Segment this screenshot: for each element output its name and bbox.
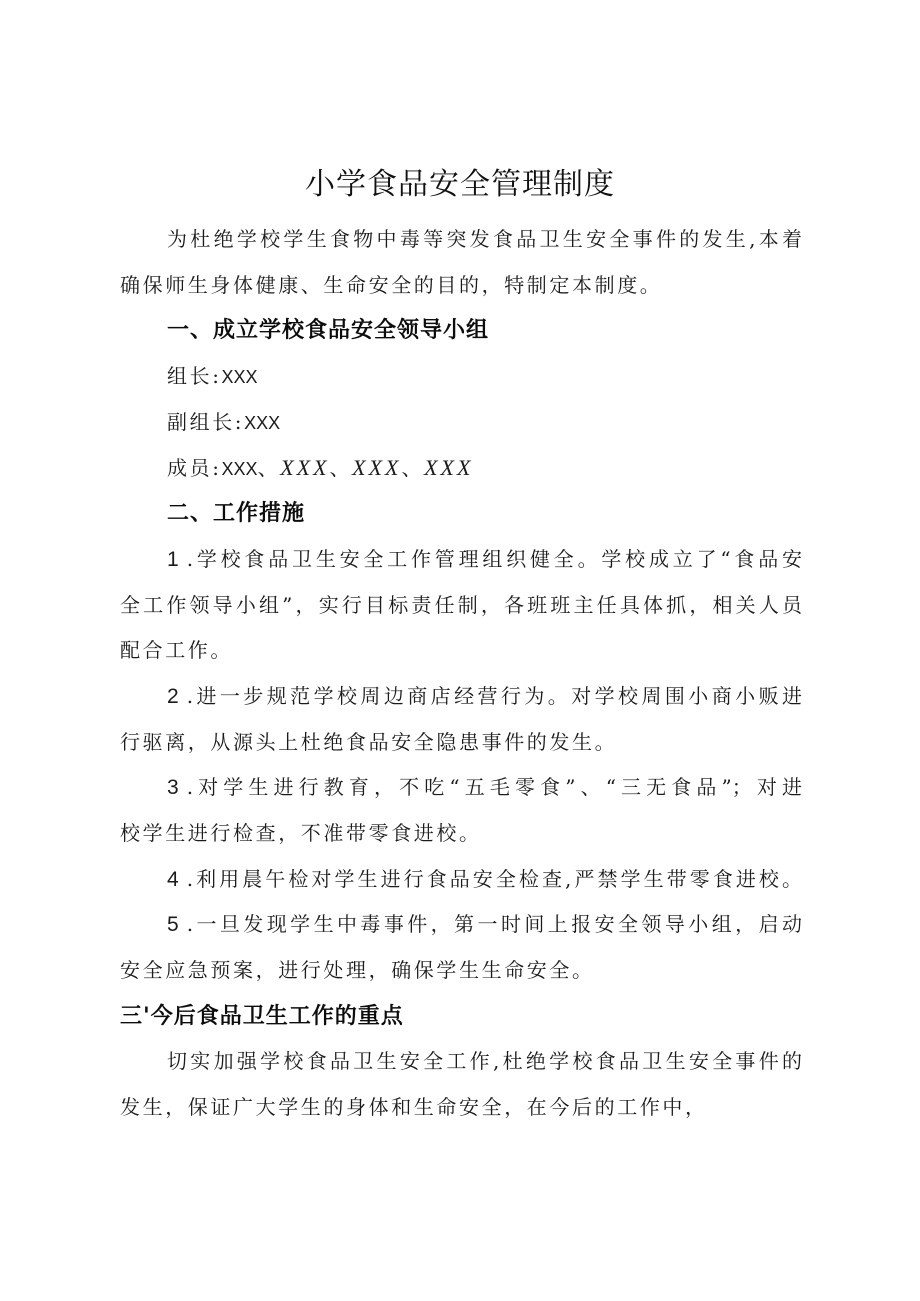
measure-item — [120, 765, 802, 856]
leader-row — [120, 354, 802, 400]
measure-line: 全工作领导小组”，实行目标责任制，各班班主任具体抓，相关人员 — [120, 592, 802, 617]
deputy-leader-name: XXX — [244, 412, 281, 433]
member-name: XXX — [280, 455, 330, 481]
measure-line — [120, 857, 802, 903]
member-separator: 、 — [401, 456, 425, 481]
measure-number: 2 — [167, 684, 179, 708]
members-label: 成员: — [167, 456, 222, 481]
measure-text: .利用晨午检对学生进行食品安全检查,严禁学生带零食进校。 — [186, 866, 802, 891]
document-title: 小学食品安全管理制度 — [305, 167, 615, 202]
member-separator: 、 — [257, 456, 281, 481]
paragraph-line: 切实加强学校食品卫生安全工作,杜绝学校食品卫生安全事件的 — [167, 1049, 802, 1074]
members-row — [120, 445, 802, 491]
measure-number: 5 — [167, 913, 179, 937]
member-name: XXX — [424, 455, 474, 481]
section-future-focus — [120, 994, 802, 1131]
leader-name: XXX — [221, 367, 258, 388]
member-name: XXX — [352, 455, 402, 481]
measure-item — [120, 902, 802, 993]
member-separator: 、 — [329, 456, 353, 481]
section-heading: 三'今后食品卫生工作的重点 — [120, 1003, 404, 1029]
deputy-leader-label: 副组长: — [167, 409, 245, 434]
measure-line: 行驱离，从源头上杜绝食品安全隐患事件的发生。 — [120, 729, 618, 754]
measure-text: .进一步规范学校周边商店经营行为。对学校周围小商小贩进 — [186, 683, 802, 708]
leader-label: 组长: — [167, 364, 222, 389]
document-body — [120, 217, 802, 1131]
measure-item — [120, 857, 802, 903]
deputy-leader-row — [120, 400, 802, 446]
section-leadership-group — [120, 308, 802, 491]
measure-text: .一旦发现学生中毒事件，第一时间上报安全领导小组，启动 — [186, 912, 802, 937]
measure-line — [120, 537, 802, 583]
measure-line: 校学生进行检查，不准带零食进校。 — [120, 820, 482, 845]
measure-line: 配合工作。 — [120, 638, 233, 663]
section-heading: 一、成立学校食品安全领导小组 — [167, 318, 490, 344]
intro-line: 为杜绝学校学生食物中毒等突发食品卫生安全事件的发生,本着 — [167, 227, 802, 251]
measure-text: .对学生进行教育，不吃“五毛零食”、“三无食品”；对进 — [186, 775, 802, 800]
measure-item — [120, 537, 802, 674]
measure-item — [120, 674, 802, 765]
measure-line: 安全应急预案，进行处理，确保学生生命安全。 — [120, 958, 595, 982]
measure-number: 4 — [167, 867, 179, 891]
measure-number: 3 — [167, 776, 179, 800]
intro-line: 确保师生身体健康、生命安全的目的，特制定本制度。 — [120, 272, 663, 297]
measure-line — [120, 674, 802, 720]
section-work-measures — [120, 491, 802, 994]
member-name: XXX — [221, 459, 258, 480]
measure-text: .学校食品卫生安全工作管理组织健全。学校成立了“食品安 — [186, 546, 802, 571]
section-heading: 二、工作措施 — [167, 501, 306, 527]
paragraph-line: 发生，保证广大学生的身体和生命安全，在今后的工作中， — [120, 1095, 708, 1120]
measure-line — [120, 765, 802, 811]
intro-paragraph — [120, 217, 802, 308]
measure-number: 1 — [167, 547, 179, 571]
measure-line — [120, 902, 802, 948]
